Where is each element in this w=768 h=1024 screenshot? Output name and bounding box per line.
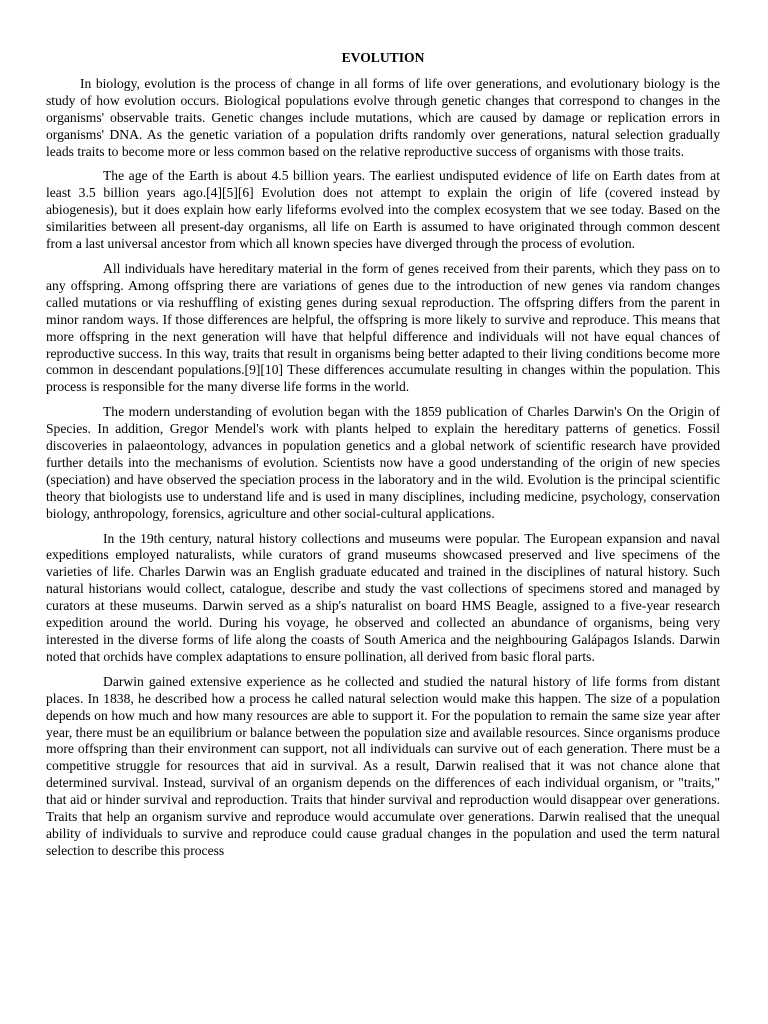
paragraph-hereditary-material: All individuals have hereditary material in the form of genes received from their parents, which they pass on to any offspring. Among offspring there are variations of genes due to the introduction of new genes via random changes called mutations or via reshuffling of existing genes during sexual reproduction. The offspring differs from the parent in minor random ways. If those differences are helpful, the offspring is more likely to survive and reproduce. This means that more offspring in the next generation will have that helpful difference and individuals will not have equal chances of reproductive success. In this way, traits that result in organisms being better adapted to their living conditions become more common in descendant populations.[9][10] These differences accumulate resulting in changes within the population. This process is responsible for the many diverse life forms in the world. bbox=[46, 260, 720, 395]
paragraph-natural-selection: Darwin gained extensive experience as he collected and studied the natural history of life forms from distant places. In 1838, he described how a process he called natural selection would make this happen. The size of a population depends on how much and how many resources are able to support it. For the population to remain the same size year after year, there must be an equilibrium or balance between the population size and available resources. Since organisms produce more offspring than their environment can support, not all individuals can survive out of each generation. There must be a competitive struggle for resources that aid in survival. As a result, Darwin realised that it was not chance alone that determined survival. Instead, survival of an organism depends on the differences of each individual organism, or "traits," that aid or hinder survival and reproduction. Traits that hinder survival and reproduction would disappear over generations. Traits that help an organism survive and reproduce would accumulate over generations. Darwin realised that the unequal ability of individuals to survive and reproduce could cause gradual changes in the population and used the term natural selection to describe this process bbox=[46, 673, 720, 858]
document-page bbox=[46, 50, 720, 868]
document-title: EVOLUTION bbox=[341, 50, 425, 65]
paragraph-intro: In biology, evolution is the process of change in all forms of life over generations, and evolutionary biology is the study of how evolution occurs. Biological populations evolve through genetic changes that correspond to changes in the organisms' observable traits. Genetic changes include mutations, which are caused by damage or replication errors in organisms' DNA. As the genetic variation of a population drifts randomly over generations, natural selection gradually leads traits to become more or less common based on the relative reproductive success of organisms with those traits. bbox=[46, 75, 720, 159]
paragraph-age-of-earth: The age of the Earth is about 4.5 billion years. The earliest undisputed evidence of life on Earth dates from at least 3.5 billion years ago.[4][5][6] Evolution does not attempt to explain the origin of life (covered instead by abiogenesis), but it does explain how early lifeforms evolved into the complex ecosystem that we see today. Based on the similarities between all present-day organisms, all life on Earth is assumed to have originated through common descent from a last universal ancestor from which all known species have diverged through the process of evolution. bbox=[46, 168, 720, 252]
paragraph-modern-understanding: The modern understanding of evolution began with the 1859 publication of Charles Darwin's On the Origin of Species. In addition, Gregor Mendel's work with plants helped to explain the hereditary patterns of genetics. Fossil discoveries in palaeontology, advances in population genetics and a global network of scientific research have provided further details into the mechanisms of evolution. Scientists now have a good understanding of the origin of new species (speciation) and have observed the speciation process in the laboratory and in the wild. Evolution is the principal scientific theory that biologists use to understand life and is used in many disciplines, including medicine, psychology, conservation biology, anthropology, forensics, agriculture and other social-cultural applications. bbox=[46, 404, 720, 521]
paragraph-19th-century: In the 19th century, natural history collections and museums were popular. The European expansion and naval expeditions employed naturalists, while curators of grand museums showcased preserved and live specimens of the varieties of life. Charles Darwin was an English graduate educated and trained in the disciplines of natural history. Such natural historians would collect, catalogue, describe and study the vast collections of specimens stored and managed by curators at these museums. Darwin served as a ship's naturalist on board HMS Beagle, assigned to a five-year research expedition around the world. During his voyage, he observed and collected an abundance of organisms, being very interested in the diverse forms of life along the coasts of South America and the neighbouring Galápagos Islands. Darwin noted that orchids have complex adaptations to ensure pollination, all derived from basic floral parts. bbox=[46, 530, 720, 664]
